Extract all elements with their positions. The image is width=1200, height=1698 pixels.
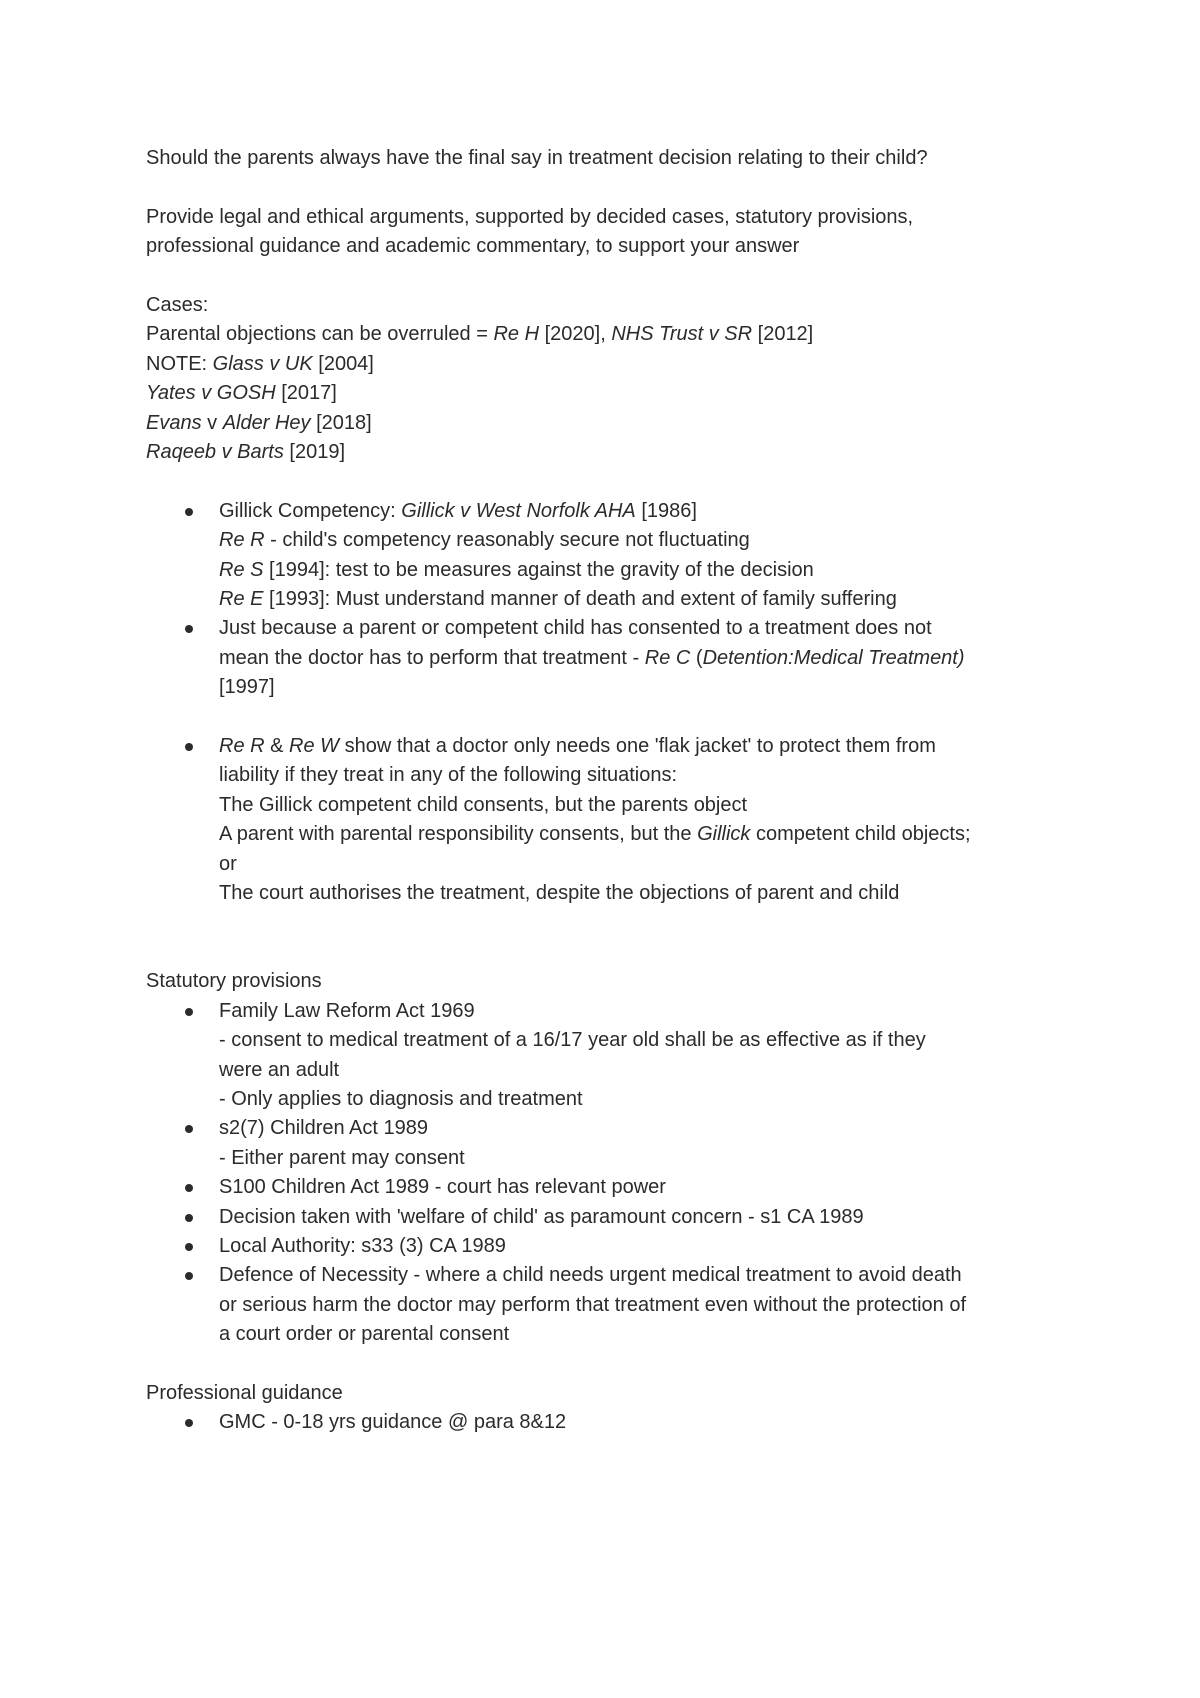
case-text: [2018] (310, 411, 372, 434)
statutory-section (146, 967, 1086, 1349)
list-text: - child's competency reasonably secure not fluctuating (264, 529, 750, 552)
list-item-line: The Gillick competent child consents, but the parents object (219, 793, 748, 816)
list-text: & (264, 735, 290, 758)
list-text: show that a doctor only needs one 'flak jacket' to protect them from (339, 735, 936, 758)
case-text: [2004] (312, 352, 374, 375)
case-text: [2019] (283, 441, 346, 464)
list-item (219, 1203, 1086, 1232)
case-name: Re C (644, 646, 691, 669)
list-item-line (219, 556, 1086, 585)
list-item (219, 1408, 1086, 1437)
list-item (219, 1232, 1086, 1261)
list-item (219, 614, 1086, 732)
list-item-line: or (219, 852, 237, 875)
bullet-icon (185, 1214, 193, 1222)
list-item-line: Defence of Necessity - where a child needs urgent medical treatment to avoid death (219, 1264, 962, 1287)
bullet-icon (185, 625, 193, 633)
list-item-line: - Either parent may consent (219, 1146, 465, 1169)
list-item (219, 732, 1086, 908)
list-text: [1986] (635, 499, 697, 522)
list-item-line (219, 732, 1086, 761)
case-name: Yates v GOSH (146, 382, 276, 405)
list-text: competent child objects; (750, 823, 971, 846)
case-name: Re H (493, 323, 540, 346)
case-text: v (201, 411, 223, 434)
statutory-heading: Statutory provisions (146, 970, 322, 993)
case-text: [2012] (752, 323, 814, 346)
bullet-icon (185, 1125, 193, 1133)
list-text: mean the doctor has to perform that treatment - (219, 646, 645, 669)
list-item-line: were an adult (219, 1058, 340, 1081)
list-item-line (219, 820, 1086, 849)
instruction-line: professional guidance and academic commentary, to support your answer (146, 235, 800, 258)
case-name: Re R (219, 735, 265, 758)
bullet-icon (185, 1272, 193, 1280)
list-text: A parent with parental responsibility consents, but the (219, 823, 698, 846)
list-item-line: Decision taken with 'welfare of child' as paramount concern - s1 CA 1989 (219, 1205, 864, 1228)
list-text: [1994]: test to be measures against the gravity of the decision (263, 558, 814, 581)
professional-heading: Professional guidance (146, 1381, 343, 1404)
list-item-line: Family Law Reform Act 1969 (219, 999, 475, 1022)
list-item (219, 497, 1086, 615)
essay-question: Should the parents always have the final say in treatment decision relating to their child? (146, 147, 928, 169)
case-line (146, 409, 1086, 438)
list-item-line: s2(7) Children Act 1989 (219, 1117, 429, 1140)
list-item (219, 997, 1086, 1115)
case-name: Raqeeb v Barts (146, 441, 284, 464)
case-text: [2020], (539, 323, 612, 346)
case-line (146, 320, 1086, 349)
case-name: NHS Trust v SR (611, 323, 753, 346)
document-page (146, 144, 1086, 1438)
list-item-line: Local Authority: s33 (3) CA 1989 (219, 1234, 506, 1257)
professional-section (146, 1379, 1086, 1438)
case-name: Evans (146, 411, 202, 434)
list-item-line: a court order or parental consent (219, 1323, 510, 1346)
case-name: Alder Hey (222, 411, 311, 434)
cases-section (146, 291, 1086, 909)
case-name: Gillick (697, 823, 751, 846)
case-text: Parental objections can be overruled = (146, 323, 494, 346)
case-name: Re E (219, 588, 264, 611)
list-item-line (219, 644, 1086, 673)
list-text: Gillick Competency: (219, 499, 402, 522)
list-item-line (219, 585, 1086, 614)
case-name: Glass v UK (212, 352, 313, 375)
case-text: NOTE: (146, 352, 213, 375)
list-item-line: GMC - 0-18 yrs guidance @ para 8&12 (219, 1411, 567, 1434)
list-item (219, 1114, 1086, 1173)
case-text: [2017] (275, 382, 337, 405)
list-item-line: Just because a parent or competent child has consented to a treatment does not (219, 617, 932, 640)
case-name: Re S (219, 558, 264, 581)
list-text: ( (690, 646, 703, 669)
list-item-line: - consent to medical treatment of a 16/17 year old shall be as effective as if they (219, 1029, 926, 1052)
bullet-icon (185, 1243, 193, 1251)
instruction-paragraph (146, 203, 1086, 262)
cases-heading: Cases: (146, 294, 209, 316)
instruction-line: Provide legal and ethical arguments, supported by decided cases, statutory provisions, (146, 205, 914, 228)
cases-bullet-list (146, 497, 1086, 909)
list-item (219, 1173, 1086, 1202)
case-line (146, 438, 1086, 467)
list-item-line: [1997] (219, 676, 275, 699)
bullet-icon (185, 1419, 193, 1427)
case-name: Re R (219, 529, 265, 552)
list-item-line (219, 526, 1086, 555)
case-name: Re W (289, 735, 340, 758)
professional-bullet-list (146, 1408, 1086, 1437)
list-item-line: S100 Children Act 1989 - court has relevant power (219, 1176, 666, 1199)
bullet-icon (185, 508, 193, 516)
bullet-icon (185, 743, 193, 751)
list-item-line: liability if they treat in any of the following situations: (219, 764, 678, 787)
statutory-bullet-list (146, 997, 1086, 1350)
case-name: Detention:Medical Treatment) (702, 646, 965, 669)
list-item-line: - Only applies to diagnosis and treatment (219, 1087, 583, 1110)
list-item (219, 1261, 1086, 1349)
list-text: [1993]: Must understand manner of death and extent of family suffering (263, 588, 897, 611)
bullet-icon (185, 1184, 193, 1192)
case-line (146, 379, 1086, 408)
list-item-line (219, 497, 1086, 526)
case-line (146, 350, 1086, 379)
list-item-line: or serious harm the doctor may perform that treatment even without the protection of (219, 1293, 967, 1316)
bullet-icon (185, 1008, 193, 1016)
list-item-line: The court authorises the treatment, despite the objections of parent and child (219, 882, 900, 905)
case-name: Gillick v West Norfolk AHA (401, 499, 636, 522)
